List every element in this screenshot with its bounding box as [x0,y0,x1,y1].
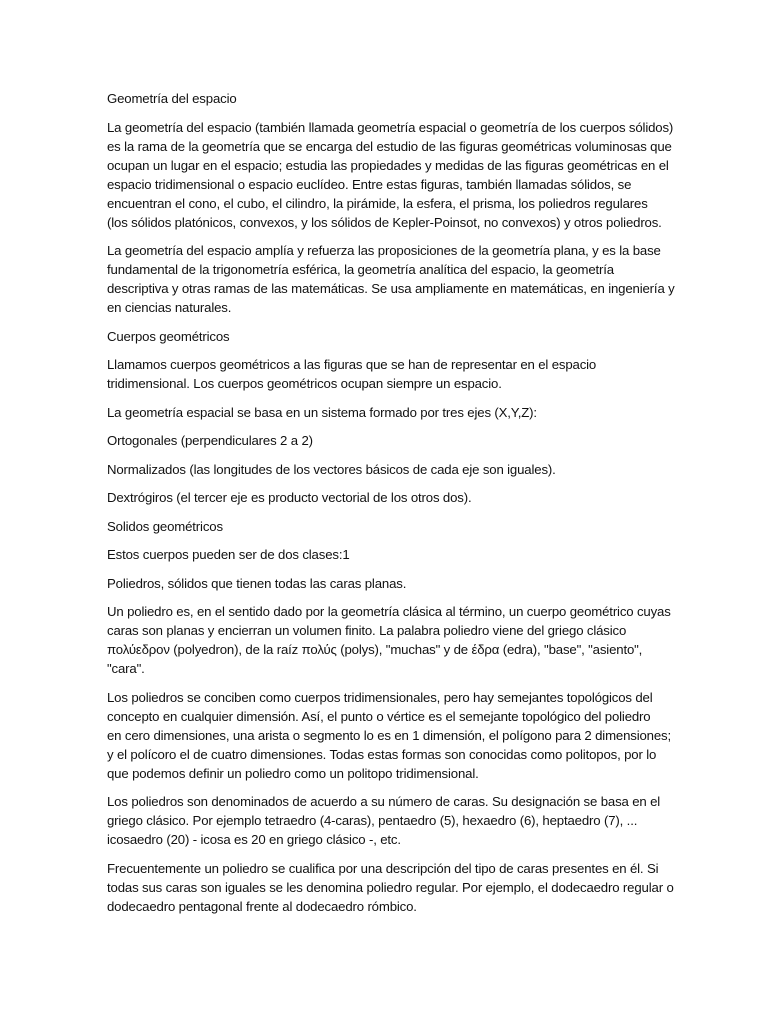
paragraph-line: La geometría del espacio (también llamada geometría espacial o geometría de los cuerpos sólidos) [107,119,674,135]
paragraph-line: La geometría espacial se basa en un sistema formado por tres ejes (X,Y,Z): [107,404,537,420]
paragraph [107,118,687,232]
paragraph-line: Dextrógiros (el tercer eje es producto vectorial de los otros dos). [107,490,472,505]
paragraph-list [107,118,687,916]
paragraph [107,545,687,564]
paragraph-line: y el polícoro el de cuatro dimensiones. Todas estas formas son conocidas como politopos, por lo [107,746,657,762]
document-body [107,89,687,925]
paragraph-line: Los poliedros son denominados de acuerdo a su número de caras. Su designación se basa en el [107,794,661,809]
title-text: Geometría del espacio [107,91,237,106]
paragraph-line: Ortogonales (perpendiculares 2 a 2) [107,433,313,448]
paragraph-line: encuentran el cono, el cubo, el cilindro, la pirámide, la esfera, el prisma, los poliedros regulares [107,195,648,211]
paragraph [107,355,687,393]
paragraph-line: en cero dimensiones, una arista o segmento lo es en 1 dimensión, el polígono para 2 dimensiones; [107,727,672,743]
paragraph-line: en ciencias naturales. [107,300,232,315]
paragraph-line: caras son planas y encierran un volumen finito. La palabra poliedro viene del griego clásico [107,623,627,638]
paragraph-line: πολύεδρον (polyedron), de la raíz πολύς (polys), "muchas" y de έδρα (edra), "base", "asiento", [107,642,643,657]
paragraph-line: tridimensional. Los cuerpos geométricos ocupan siempre un espacio. [107,376,502,391]
paragraph [107,792,687,849]
paragraph [107,488,687,507]
paragraph [107,859,687,916]
paragraph [107,688,687,783]
paragraph [107,431,687,450]
paragraph-line: (los sólidos platónicos, convexos, y los sólidos de Kepler-Poinsot, no convexos) y otros poliedros. [107,214,662,230]
paragraph-line: descriptiva y otras ramas de las matemáticas. Se usa ampliamente en matemáticas, en ingeniería y [107,281,675,296]
paragraph-line: todas sus caras son iguales se les denomina poliedro regular. Por ejemplo, el dodecaedro regular o [107,879,674,895]
paragraph-line: Frecuentemente un poliedro se cualifica por una descripción del tipo de caras presentes en él. Si [107,860,659,876]
paragraph-line: La geometría del espacio amplía y refuerza las proposiciones de la geometría plana, y es la base [107,243,661,258]
paragraph-line: fundamental de la trigonometría esférica, la geometría analítica del espacio, la geometría [107,262,614,277]
paragraph-line: dodecaedro pentagonal frente al dodecaedro rómbico. [107,898,417,914]
paragraph [107,602,687,678]
paragraph [107,574,687,593]
paragraph-line: Llamamos cuerpos geométricos a las figuras que se han de representar en el espacio [107,357,597,372]
paragraph-line: es la rama de la geometría que se encarga del estudio de las figuras geométricas voluminosas que [107,138,672,154]
paragraph [107,517,687,536]
paragraph-line: ocupan un lugar en el espacio; estudia las propiedades y medidas de las figuras geométricas en el [107,157,669,173]
document-title [107,89,687,108]
paragraph-line: griego clásico. Por ejemplo tetraedro (4-caras), pentaedro (5), hexaedro (6), heptaedro (7), ... [107,813,638,828]
paragraph [107,403,687,422]
paragraph-line: Normalizados (las longitudes de los vectores básicos de cada eje son iguales). [107,461,556,477]
paragraph [107,241,687,317]
paragraph-line: espacio tridimensional o espacio euclídeo. Entre estas figuras, también llamadas sólidos, se [107,176,632,192]
paragraph-line: Los poliedros se conciben como cuerpos tridimensionales, pero hay semejantes topológicos del [107,689,653,705]
paragraph-line: Poliedros, sólidos que tienen todas las caras planas. [107,575,407,591]
paragraph-line: Cuerpos geométricos [107,328,230,344]
paragraph-line: icosaedro (20) - icosa es 20 en griego clásico -, etc. [107,832,401,847]
paragraph [107,460,687,479]
paragraph-line: Solidos geométricos [107,518,223,534]
paragraph-line: "cara". [107,661,145,676]
paragraph-line: que podemos definir un poliedro como un politopo tridimensional. [107,765,479,781]
paragraph-line: Estos cuerpos pueden ser de dos clases:1 [107,547,350,562]
paragraph [107,327,687,346]
paragraph-line: Un poliedro es, en el sentido dado por la geometría clásica al término, un cuerpo geométrico cuyas [107,604,671,619]
paragraph-line: concepto en cualquier dimensión. Así, el punto o vértice es el semejante topológico del poliedro [107,708,651,724]
